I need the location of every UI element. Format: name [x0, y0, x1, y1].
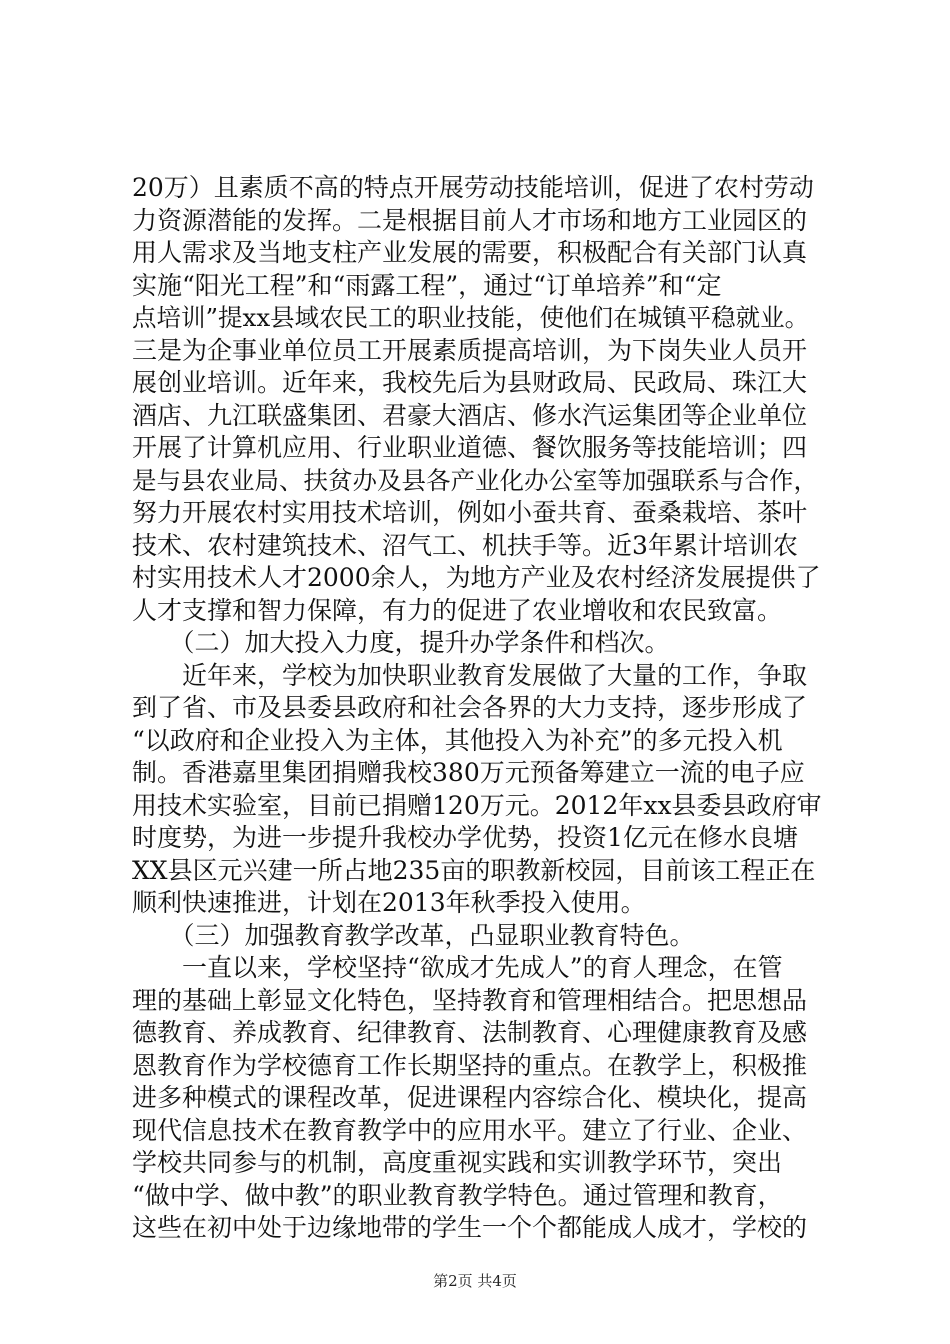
text-line: XX县区元兴建一所占地235亩的职教新校园，目前该工程正在 [132, 855, 816, 885]
text-line: 用技术实验室，目前已捐赠120万元。2012年xx县委县政府审 [132, 790, 822, 820]
text-line: 展创业培训。近年来，我校先后为县财政局、民政局、珠江大 [132, 368, 808, 397]
text-line: 顺利快速推进，计划在2013年秋季投入使用。 [132, 888, 646, 917]
text-line: 近年来，学校为加快职业教育发展做了大量的工作，争取 [132, 660, 808, 690]
section-heading: （二）加大投入力度，提升办学条件和档次。 [132, 628, 670, 657]
text-line: 三是为企事业单位员工开展素质提高培训，为下岗失业人员开 [132, 335, 808, 365]
text-line: 开展了计算机应用、行业职业道德、餐饮服务等技能培训；四 [132, 433, 808, 462]
text-line: 制。香港嘉里集团捐赠我校380万元预备筹建立一流的电子应 [132, 758, 805, 787]
text-line: 力资源潜能的发挥。二是根据目前人才市场和地方工业园区的 [132, 205, 808, 235]
text-line: 是与县农业局、扶贫办及县各产业化办公室等加强联系与合作， [132, 465, 818, 495]
text-line: 恩教育作为学校德育工作长期坚持的重点。在教学上，积极推 [132, 1050, 808, 1080]
text-line: “做中学、做中教”的职业教育教学特色。通过管理和教育， [132, 1180, 783, 1210]
text-line: 现代信息技术在教育教学中的应用水平。建立了行业、企业、 [132, 1115, 808, 1145]
text-line: 理的基础上彰显文化特色，坚持教育和管理相结合。把思想品 [132, 985, 808, 1015]
text-line: 到了省、市及县委县政府和社会各界的大力支持，逐步形成了 [132, 693, 808, 722]
text-line: 20万）且素质不高的特点开展劳动技能培训，促进了农村劳动 [132, 173, 814, 202]
text-line: 德教育、养成教育、纪律教育、法制教育、心理健康教育及感 [132, 1018, 808, 1047]
text-line: 点培训”提xx县域农民工的职业技能，使他们在城镇平稳就业。 [132, 303, 810, 332]
document-body [132, 172, 822, 1245]
text-line: 进多种模式的课程改革，促进课程内容综合化、模块化，提高 [132, 1083, 808, 1112]
text-line: 酒店、九江联盛集团、君豪大酒店、修水汽运集团等企业单位 [132, 400, 808, 430]
text-line: 学校共同参与的机制，高度重视实践和实训教学环节，突出 [132, 1148, 783, 1177]
text-line: 技术、农村建筑技术、沼气工、机扶手等。近3年累计培训农 [132, 530, 798, 560]
text-line: 实施“阳光工程”和“雨露工程”，通过“订单培养”和“定 [132, 270, 722, 300]
text-line: 努力开展农村实用技术培训，例如小蚕共育、蚕桑栽培、茶叶 [132, 498, 808, 527]
section-heading: （三）加强教育教学改革，凸显职业教育特色。 [132, 920, 695, 950]
text-line: “以政府和企业投入为主体，其他投入为补充”的多元投入机 [132, 725, 783, 755]
text-line: 一直以来，学校坚持“欲成才先成人”的育人理念，在管 [132, 953, 783, 982]
text-line: 用人需求及当地支柱产业发展的需要，积极配合有关部门认真 [132, 238, 808, 267]
page-footer: 第2页 共4页 [433, 1272, 517, 1290]
text-line: 这些在初中处于边缘地带的学生一个个都能成人成才，学校的 [132, 1213, 808, 1242]
text-line: 村实用技术人才2000余人，为地方产业及农村经济发展提供了 [132, 563, 821, 592]
text-line: 时度势，为进一步提升我校办学优势，投资1亿元在修水良塘 [132, 823, 798, 852]
text-line: 人才支撑和智力保障，有力的促进了农业增收和农民致富。 [132, 595, 783, 625]
